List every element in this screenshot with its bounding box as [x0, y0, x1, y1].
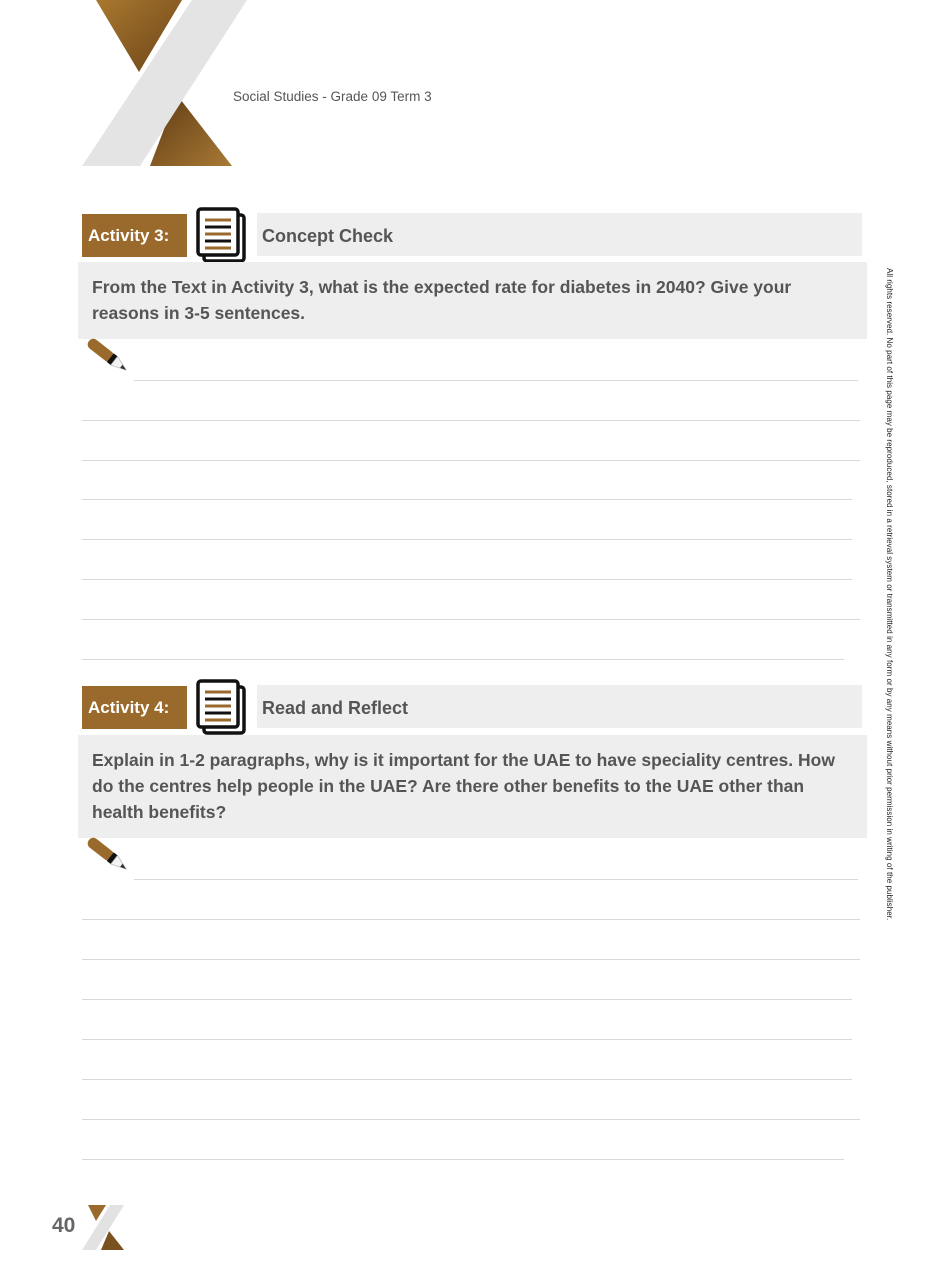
answer-line[interactable] [134, 879, 858, 880]
answer-line[interactable] [82, 1079, 852, 1080]
header-subject: Social Studies - Grade 09 Term 3 [233, 89, 432, 104]
answer-line[interactable] [82, 619, 860, 620]
answer-line[interactable] [82, 420, 860, 421]
answer-line[interactable] [82, 919, 860, 920]
answer-line[interactable] [82, 460, 860, 461]
answer-line[interactable] [82, 999, 852, 1000]
answer-line[interactable] [82, 1119, 860, 1120]
activity-4-title: Read and Reflect [257, 685, 862, 728]
activity-3-label: Activity 3: [82, 214, 187, 257]
answer-line[interactable] [82, 959, 860, 960]
answer-line[interactable] [82, 659, 844, 660]
answer-line[interactable] [82, 539, 852, 540]
publisher-logo [82, 0, 252, 168]
activity-4-label: Activity 4: [82, 686, 187, 729]
page-number: 40 [52, 1214, 76, 1237]
answer-line[interactable] [134, 380, 858, 381]
answer-line[interactable] [82, 1039, 852, 1040]
publisher-logo-small [82, 1205, 126, 1251]
document-icon [196, 679, 248, 735]
activity-3-question: From the Text in Activity 3, what is the expected rate for diabetes in 2040? Give your reasons in 3-5 sentences. [78, 262, 867, 339]
pen-icon [80, 332, 134, 382]
activity-3-title: Concept Check [257, 213, 862, 256]
answer-line[interactable] [82, 1159, 844, 1160]
answer-line[interactable] [82, 579, 852, 580]
answer-line[interactable] [82, 499, 852, 500]
document-icon [196, 207, 248, 263]
activity-4-question: Explain in 1-2 paragraphs, why is it important for the UAE to have speciality centres. How do the centres help people in the UAE? Are there other benefits to the UAE other than health benefits? [78, 735, 867, 838]
pen-icon [80, 831, 134, 881]
copyright-notice: All rights reserved. No part of this page may be reproduced, stored in a retrieval system or transmitted in any form or by any means without prior permission in writing of the publisher. [885, 268, 894, 921]
